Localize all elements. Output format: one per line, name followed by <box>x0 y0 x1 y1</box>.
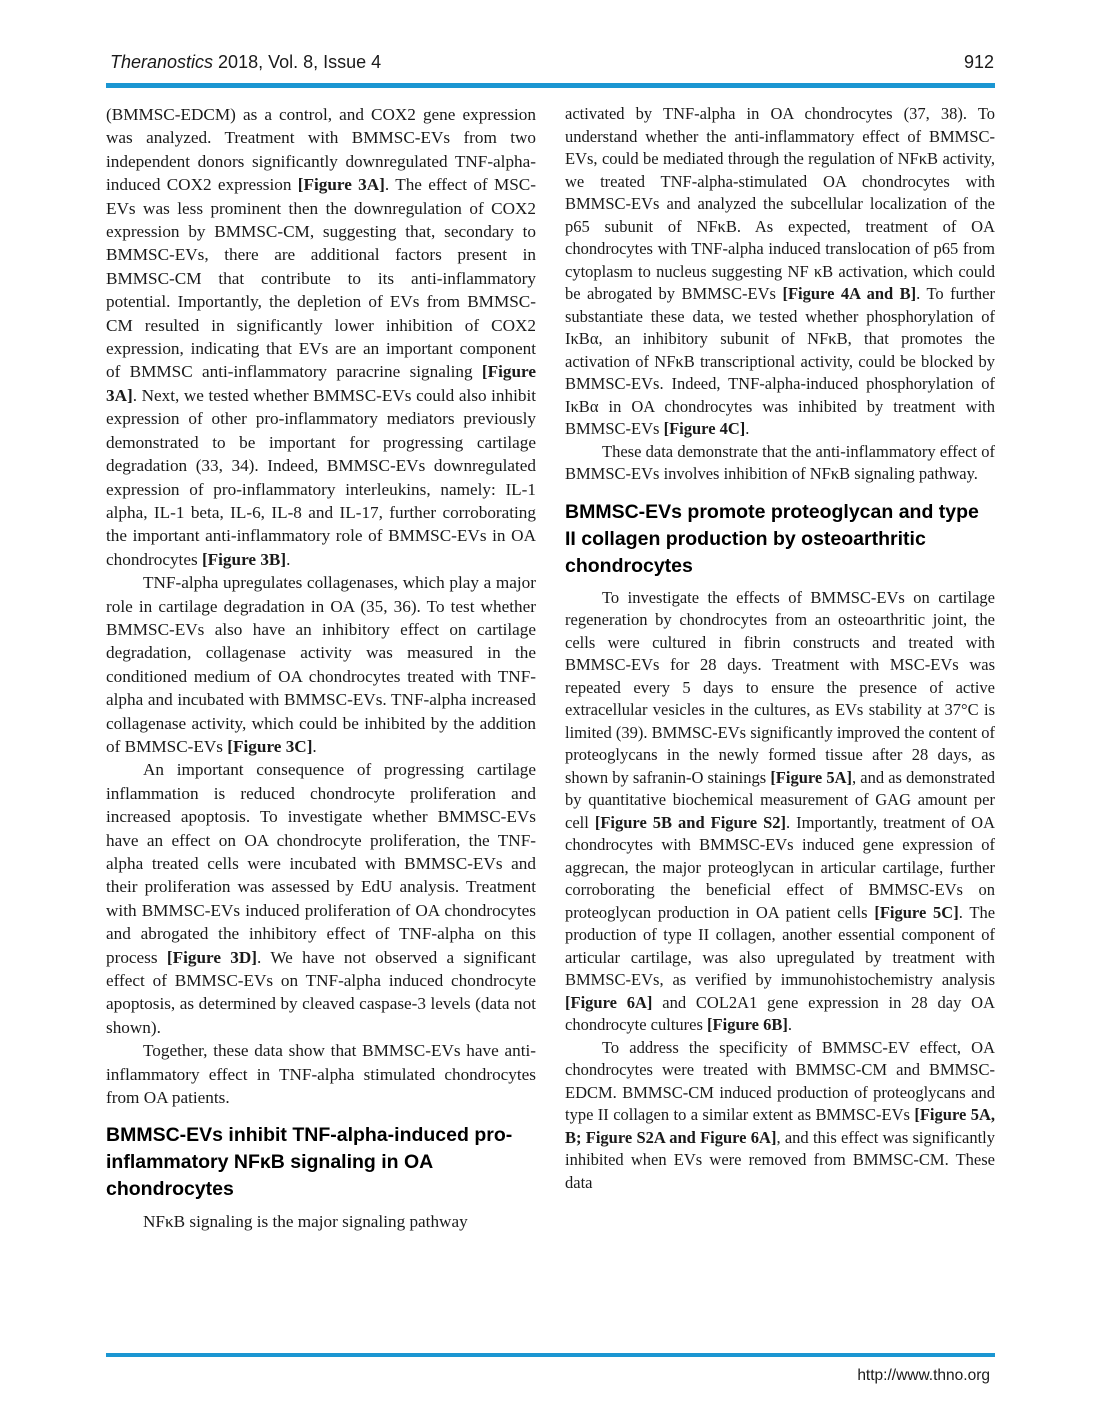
text-run: To investigate the effects of BMMSC-EVs on cartilage regeneration by chondrocytes from an osteoarthritic joint, the cells were cultured in fibrin constructs and treated with BMMSC-EVs for 28 days. Treatment with MSC-EVs was repeated every 5 days to ensure the presence of active extracellular vesicles in the cultures, as EVs stability at 37°C is limited (39). BMMSC-EVs significantly improved the content of proteoglycans in the newly formed tissue after 28 days, as shown by safranin-O stainings <box>565 587 995 787</box>
text-run: . <box>787 1015 792 1034</box>
text-run: . <box>745 419 750 438</box>
text-run: An important consequence of progressing cartilage inflammation is reduced chondrocyte proliferation and increased apoptosis. To investigate whether BMMSC-EVs have an effect on OA chondrocyte proliferation, the TNF-alpha treated cells were incubated with BMMSC-EVs and their proliferation was assessed by EdU analysis. Treatment with BMMSC-EVs induced proliferation of OA chondrocytes and abrogated the inhibitory effect of TNF-alpha on this process <box>106 760 536 967</box>
paragraph <box>106 1039 536 1109</box>
text-run: To address the specificity of BMMSC-EV effect, OA chondrocytes were treated with BMMSC-CM and BMMSC-EDCM. BMMSC-CM induced production of proteoglycans and type II collagen to a similar extent as BMMSC-EVs <box>565 1037 995 1124</box>
figure-reference: [Figure 4A and B] <box>782 284 917 303</box>
journal-url-link[interactable]: http://www.thno.org <box>857 1367 990 1384</box>
figure-reference: [Figure 6A] <box>565 992 653 1012</box>
paragraph <box>565 441 995 486</box>
page-header <box>110 52 994 73</box>
figure-reference: [Figure 4C] <box>663 419 746 438</box>
text-run: . We have not observed a significant effect of BMMSC-EVs on TNF-alpha induced chondrocyte apoptosis, as determined by cleaved caspase-3 levels (data not shown). <box>106 947 537 1037</box>
text-run: . Importantly, treatment of OA chondrocytes with BMMSC-EVs induced gene expression of aggrecan, the major proteoglycan in articular cartilage, further corroborating the beneficial effect of BMMSC-EVs on proteoglycan production in OA patient cells <box>565 812 995 922</box>
article-body <box>106 103 995 1234</box>
journal-reference <box>110 52 381 73</box>
figure-reference: [Figure 3A] <box>297 175 385 195</box>
text-run: and COL2A1 gene expression in 28 day OA chondrocyte cultures <box>565 992 995 1034</box>
journal-name: Theranostics <box>110 52 214 72</box>
text-run: TNF-alpha upregulates collagenases, which play a major role in cartilage degradation in OA (35, 36). To test whether BMMSC-EVs also have an inhibitory effect on cartilage degradation, collagenase activity was measured in the conditioned medium of OA chondrocytes treated with TNF-alpha and incubated with BMMSC-EVs. TNF-alpha increased collagenase activity, which could be inhibited by the addition of BMMSC-EVs <box>106 573 536 756</box>
paragraph <box>106 571 536 758</box>
section-heading: BMMSC-EVs inhibit TNF-alpha-induced pro-inflammatory NFκB signaling in OA chondrocytes <box>106 1124 513 1201</box>
text-run: . The effect of MSC-EVs was less prominent then the downregulation of COX2 expression by BMMSC-CM, suggesting that, secondary to BMMSC-EVs, there are additional factors present in BMMSC-CM that contribute to its anti-inflammatory potential. Importantly, the depletion of EVs from BMMSC-CM resulted in significantly lower inhibition of COX2 expression, indicating that EVs are an important component of BMMSC anti-inflammatory paracrine signaling <box>106 175 536 382</box>
text-run: These data demonstrate that the anti-inflammatory effect of BMMSC-EVs involves inhibition of NFκB signaling pathway. <box>565 441 995 483</box>
figure-reference: [Figure 3C] <box>227 736 313 756</box>
figure-reference: [Figure 3D] <box>166 947 258 967</box>
text-run: Together, these data show that BMMSC-EVs have anti-inflammatory effect in TNF-alpha stimulated chondrocytes from OA patients. <box>106 1041 536 1108</box>
text-run: NFκB signaling is the major signaling pathway <box>143 1212 468 1232</box>
figure-reference: [Figure 5C] <box>874 902 959 922</box>
paragraph <box>106 758 536 1039</box>
figure-reference: [Figure 5B and Figure S2] <box>594 812 787 832</box>
paragraph <box>565 587 995 1037</box>
figure-reference: [Figure 5A] <box>770 767 853 787</box>
page-number: 912 <box>963 52 994 72</box>
text-run: . The production of type II collagen, another essential component of articular cartilage, was also upregulated by treatment with BMMSC-EVs, as verified by immunohistochemistry analysis <box>565 902 996 989</box>
text-run: , and this effect was significantly inhibited when EVs were removed from BMMSC-CM. These data <box>565 1127 995 1192</box>
text-run: . Next, we tested whether BMMSC-EVs could also inhibit expression of other pro-inflammatory mediators previously demonstrated to be important for progressing cartilage degradation (33, 34). Indeed, BMMSC-EVs downregulated expression of pro-inflammatory interleukins, namely: IL-1 alpha, IL-1 beta, IL-6, IL-8 and IL-17, further corroborating the important anti-inflammatory role of BMMSC-EVs in OA chondrocytes <box>106 385 536 569</box>
figure-reference: [Figure 6B] <box>707 1015 788 1034</box>
paragraph <box>106 1210 536 1233</box>
figure-reference: [Figure 5A, B; Figure S2A and Figure 6A] <box>565 1105 995 1147</box>
figure-reference: [Figure 3B] <box>201 549 287 569</box>
text-run: activated by TNF-alpha in OA chondrocytes (37, 38). To understand whether the anti-inflammatory effect of BMMSC-EVs, could be mediated through the regulation of NFκB activity, we treated TNF-alpha-stimulated OA chondrocytes with BMMSC-EVs and analyzed the subcellular localization of the p65 subunit of NFκB. As expected, treatment of OA chondrocytes with TNF-alpha induced translocation of p65 from cytoplasm to nucleus suggesting NF κB activation, which could be abrogated by BMMSC-EVs <box>565 104 995 303</box>
left-column <box>106 103 536 1234</box>
figure-reference: [Figure 3A] <box>106 362 536 405</box>
paragraph <box>106 103 536 571</box>
paragraph <box>565 1037 995 1195</box>
footer-rule <box>106 1353 995 1357</box>
journal-citation: 2018, Vol. 8, Issue 4 <box>213 52 382 72</box>
text-run: . To further substantiate these data, we tested whether phosphorylation of IκBα, an inhibitory subunit of NFκB, that promotes the activation of NFκB transcriptional activity, could be blocked by BMMSC-EVs. Indeed, TNF-alpha-induced phosphorylation of IκBα in OA chondrocytes was inhibited by treatment with BMMSC-EVs <box>565 284 995 438</box>
text-run: , and as demonstrated by quantitative biochemical measurement of GAG amount per cell <box>565 767 995 832</box>
text-run: (BMMSC-EDCM) as a control, and COX2 gene expression was analyzed. Treatment with BMMSC-EVs from two independent donors significantly downregulated TNF-alpha-induced COX2 expression <box>106 105 536 195</box>
right-column <box>565 103 995 1234</box>
text-run: . <box>286 549 291 569</box>
section-heading: BMMSC-EVs promote proteoglycan and type II collagen production by osteoarthritic chondrocytes <box>565 500 979 577</box>
header-rule <box>106 83 995 88</box>
paragraph <box>565 103 995 441</box>
text-run: . <box>312 736 317 756</box>
